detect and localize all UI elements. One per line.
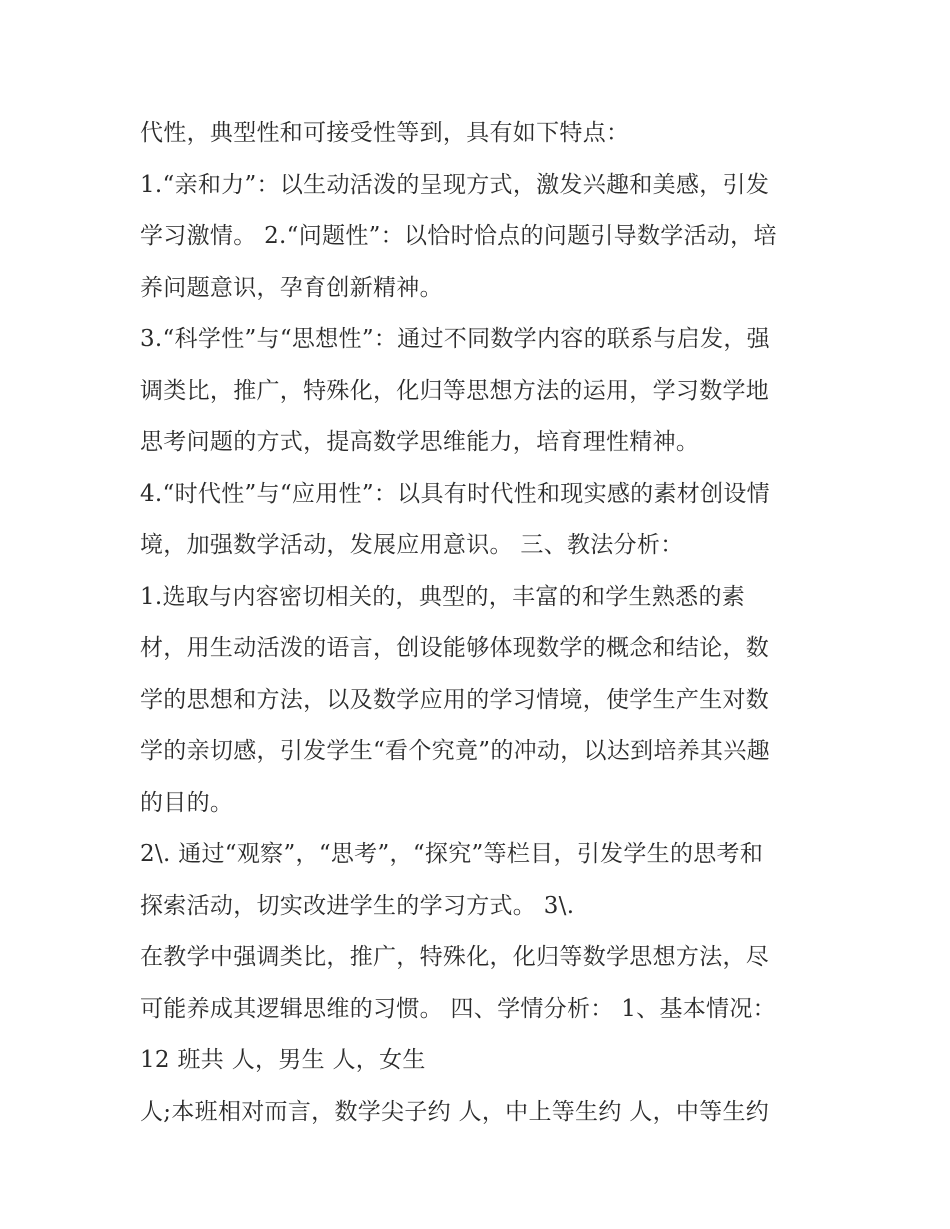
text-line: 2\. 通过“观察”，“思考”，“探究”等栏目，引发学生的思考和 — [140, 841, 764, 867]
text-line: 3.“科学性”与“思想性”：通过不同数学内容的联系与启发，强 — [140, 326, 770, 352]
text-line: 学的思想和方法，以及数学应用的学习情境，使学生产生对数 — [140, 686, 770, 713]
text-line: 1.“亲和力”：以生动活泼的呈现方式，激发兴趣和美感，引发 — [140, 171, 770, 198]
text-line: 学习激情。 2.“问题性”：以恰时恰点的问题引导数学活动，培 — [140, 223, 777, 249]
text-line: 12 班共 人，男生 人，女生 — [140, 1047, 426, 1073]
text-line: 境，加强数学活动，发展应用意识。 三、教法分析： — [140, 532, 684, 558]
text-line: 1.选取与内容密切相关的，典型的，丰富的和学生熟悉的素 — [140, 583, 746, 610]
text-line: 材，用生动活泼的语言，创设能够体现数学的概念和结论，数 — [140, 635, 770, 661]
text-line: 探索活动，切实改进学生的学习方式。 3\. — [140, 892, 575, 919]
text-line: 调类比，推广，特殊化，化归等思想方法的运用，学习数学地 — [140, 377, 770, 404]
text-line: 思考问题的方式，提高数学思维能力，培育理性精神。 — [140, 429, 700, 455]
text-line: 代性，典型性和可接受性等到，具有如下特点： — [140, 120, 630, 146]
text-line: 人;本班相对而言，数学尖子约 人，中上等生约 人，中等生约 — [140, 1098, 770, 1125]
text-line: 4.“时代性”与“应用性”：以具有时代性和现实感的素材创设情 — [140, 480, 770, 507]
document-body — [140, 108, 830, 1138]
text-line: 学的亲切感，引发学生“看个究竟”的冲动，以达到培养其兴趣 — [140, 738, 770, 764]
text-line: 在教学中强调类比，推广，特殊化，化归等数学思想方法，尽 — [140, 944, 770, 970]
text-line: 的目的。 — [140, 789, 234, 816]
text-line: 养问题意识，孕育创新精神。 — [140, 274, 443, 301]
text-line: 可能养成其逻辑思维的习惯。 四、学情分析： 1、基本情况： — [140, 995, 776, 1022]
